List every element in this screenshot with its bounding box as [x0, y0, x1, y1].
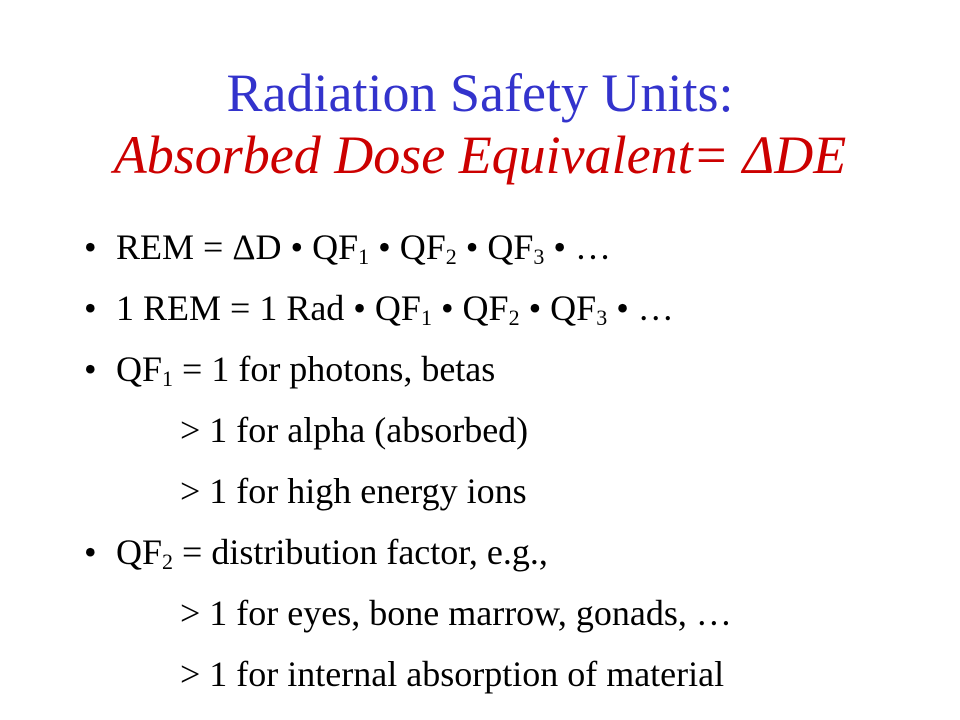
bullet-item-rem-formula: [84, 222, 944, 283]
bullet-item-rem-rad: [84, 283, 944, 344]
bullet-text: $QF_1 = 1$ for photons, betas: [116, 349, 496, 391]
sub-item-text: > 1 for high energy ions: [180, 471, 527, 511]
sub-item-text: > 1 for alpha (absorbed): [180, 410, 529, 450]
sub-item-ions: [84, 466, 944, 527]
bullet-icon: •: [84, 349, 97, 389]
bullet-item-qf1: [84, 344, 944, 405]
bullet-item-qf2: [84, 527, 944, 588]
bullet-icon: •: [84, 532, 97, 572]
sub-item-internal: [84, 649, 944, 710]
bullet-list: [84, 222, 944, 710]
slide-title: [0, 62, 960, 186]
sub-item-text: > 1 for eyes, bone marrow, gonads, …: [180, 593, 732, 633]
bullet-text: REM = ΔD • $QF_1$ • $QF_2$ • $QF_3$ • …: [116, 227, 611, 269]
sub-item-text: > 1 for internal absorption of material: [180, 654, 725, 694]
bullet-icon: •: [84, 227, 97, 267]
sub-item-alpha: [84, 405, 944, 466]
bullet-text: 1 REM = 1 Rad • $QF_1$ • $QF_2$ • $QF_3$ • …: [116, 288, 674, 330]
bullet-text: $QF_2$ = distribution factor, e.g.,: [116, 532, 548, 574]
bullet-icon: •: [84, 288, 97, 328]
sub-item-eyes: [84, 588, 944, 649]
title-subtitle: Absorbed Dose Equivalent= ΔDE: [113, 125, 847, 185]
title-main: Radiation Safety Units:: [226, 63, 734, 123]
